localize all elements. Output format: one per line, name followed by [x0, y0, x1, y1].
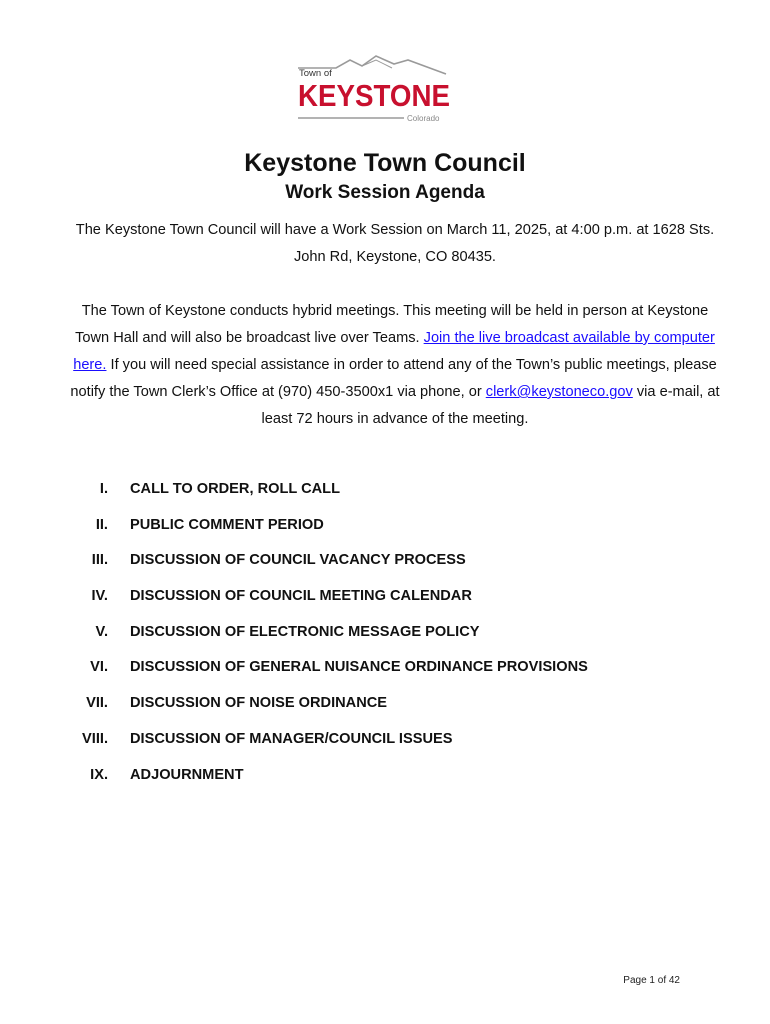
agenda-item: [0, 475, 770, 511]
agenda-item-title: CALL TO ORDER, ROLL CALL: [130, 481, 340, 497]
agenda-list: [0, 475, 770, 796]
page-number: Page 1 of 42: [623, 975, 680, 986]
agenda-item: [0, 725, 770, 761]
agenda-item: [0, 582, 770, 618]
logo-town-of: Town of: [299, 68, 332, 79]
town-logo: [296, 54, 452, 126]
agenda-item-number: IX.: [90, 766, 108, 783]
town-logo-graphic: [296, 54, 452, 126]
agenda-item: [0, 511, 770, 547]
agenda-item-number: I.: [99, 481, 108, 497]
agenda-item-number: VIII.: [82, 730, 108, 747]
logo-colorado: Colorado: [407, 114, 440, 123]
agenda-item-title: DISCUSSION OF COUNCIL MEETING CALENDAR: [130, 588, 472, 605]
agenda-item-title: DISCUSSION OF NOISE ORDINANCE: [130, 695, 388, 712]
agenda-item: [0, 689, 770, 725]
clerk-email-link[interactable]: clerk@keystoneco.gov: [485, 384, 633, 400]
page-subtitle: Work Session Agenda: [285, 182, 485, 203]
agenda-item-number: VII.: [86, 695, 108, 712]
page-title: Keystone Town Council: [244, 149, 526, 177]
notice-paragraph: [70, 298, 720, 433]
agenda-item-number: III.: [91, 552, 108, 569]
agenda-item-title: PUBLIC COMMENT PERIOD: [130, 516, 324, 533]
agenda-item-number: V.: [95, 623, 108, 640]
agenda-item: [0, 761, 770, 797]
notice-text-2: If you will need special assistance in order to attend any of the Town’s public meetings, please notify the Town Clerk’s Office at (970) 450-3500x1 via phone, or: [70, 357, 717, 400]
agenda-item: [0, 618, 770, 654]
agenda-item-number: IV.: [91, 588, 108, 605]
logo-keystone: KEYSTONE: [298, 78, 450, 113]
agenda-item: [0, 653, 770, 689]
notice-text-1: The Town of Keystone conducts hybrid meetings. This meeting will be held in person at Keystone Town Hall and will also be broadcast live over Teams.: [75, 303, 709, 346]
agenda-item-number: VI.: [90, 659, 108, 676]
agenda-item: [0, 546, 770, 582]
notice-text-3: via e-mail, at least 72 hours in advance of the meeting.: [261, 384, 720, 427]
agenda-item-title: DISCUSSION OF MANAGER/COUNCIL ISSUES: [130, 730, 453, 747]
agenda-item-title: DISCUSSION OF ELECTRONIC MESSAGE POLICY: [130, 623, 480, 640]
join-broadcast-link[interactable]: Join the live broadcast available by computer here.: [73, 330, 715, 373]
agenda-item-title: DISCUSSION OF GENERAL NUISANCE ORDINANCE PROVISIONS: [130, 659, 588, 676]
agenda-item-title: ADJOURNMENT: [130, 766, 244, 783]
agenda-item-number: II.: [95, 516, 108, 533]
intro-paragraph: The Keystone Town Council will have a Work Session on March 11, 2025, at 4:00 p.m. at 1628 Sts. John Rd, Keystone, CO 80435.: [75, 222, 715, 265]
agenda-item-title: DISCUSSION OF COUNCIL VACANCY PROCESS: [130, 552, 466, 569]
